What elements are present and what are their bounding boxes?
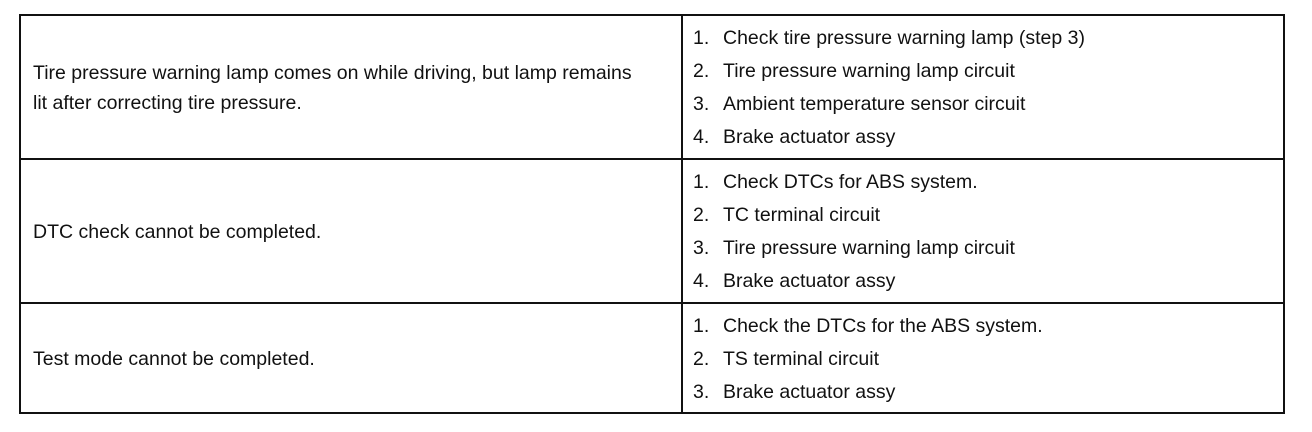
symptom-cell bbox=[20, 15, 682, 159]
list-item bbox=[693, 199, 1283, 232]
list-item bbox=[693, 343, 1283, 376]
item-text: Brake actuator assy bbox=[723, 126, 896, 148]
item-number: 2. bbox=[693, 60, 710, 82]
list-item bbox=[693, 376, 1283, 409]
item-text: Check tire pressure warning lamp (step 3) bbox=[723, 27, 1085, 49]
cause-list bbox=[683, 308, 1283, 409]
list-item bbox=[693, 88, 1283, 121]
causes-cell bbox=[682, 159, 1284, 303]
item-number: 3. bbox=[693, 237, 710, 259]
item-number: 3. bbox=[693, 380, 710, 403]
item-text: Tire pressure warning lamp circuit bbox=[723, 237, 1015, 259]
causes-cell bbox=[682, 303, 1284, 413]
item-text: Brake actuator assy bbox=[723, 380, 896, 403]
item-number: 4. bbox=[693, 126, 710, 148]
item-number: 1. bbox=[693, 314, 710, 337]
item-number: 1. bbox=[693, 27, 710, 49]
list-item bbox=[693, 22, 1283, 55]
causes-cell bbox=[682, 15, 1284, 159]
list-item bbox=[693, 265, 1283, 298]
item-number: 2. bbox=[693, 347, 710, 370]
symptom-text: Tire pressure warning lamp comes on while driving, but lamp remains lit after correcting tire pressure. bbox=[33, 62, 632, 114]
cause-list bbox=[683, 164, 1283, 298]
list-item bbox=[693, 166, 1283, 199]
cause-list bbox=[683, 20, 1283, 154]
item-text: Tire pressure warning lamp circuit bbox=[723, 60, 1015, 82]
item-text: TC terminal circuit bbox=[723, 204, 881, 226]
list-item bbox=[693, 121, 1283, 154]
list-item bbox=[693, 232, 1283, 265]
symptom-table bbox=[19, 14, 1285, 414]
symptom-text: DTC check cannot be completed. bbox=[33, 221, 322, 243]
list-item bbox=[693, 55, 1283, 88]
item-number: 2. bbox=[693, 204, 710, 226]
table-row bbox=[20, 15, 1284, 159]
item-number: 4. bbox=[693, 270, 710, 292]
list-item bbox=[693, 310, 1283, 343]
item-text: Ambient temperature sensor circuit bbox=[723, 93, 1026, 115]
table-row bbox=[20, 303, 1284, 413]
table-row bbox=[20, 159, 1284, 303]
item-text: TS terminal circuit bbox=[723, 347, 880, 370]
item-text: Check DTCs for ABS system. bbox=[723, 171, 978, 193]
item-text: Check the DTCs for the ABS system. bbox=[723, 314, 1043, 337]
item-text: Brake actuator assy bbox=[723, 270, 896, 292]
symptom-cell bbox=[20, 303, 682, 413]
item-number: 3. bbox=[693, 93, 710, 115]
item-number: 1. bbox=[693, 171, 710, 193]
symptom-text: Test mode cannot be completed. bbox=[33, 348, 315, 370]
symptom-cell bbox=[20, 159, 682, 303]
